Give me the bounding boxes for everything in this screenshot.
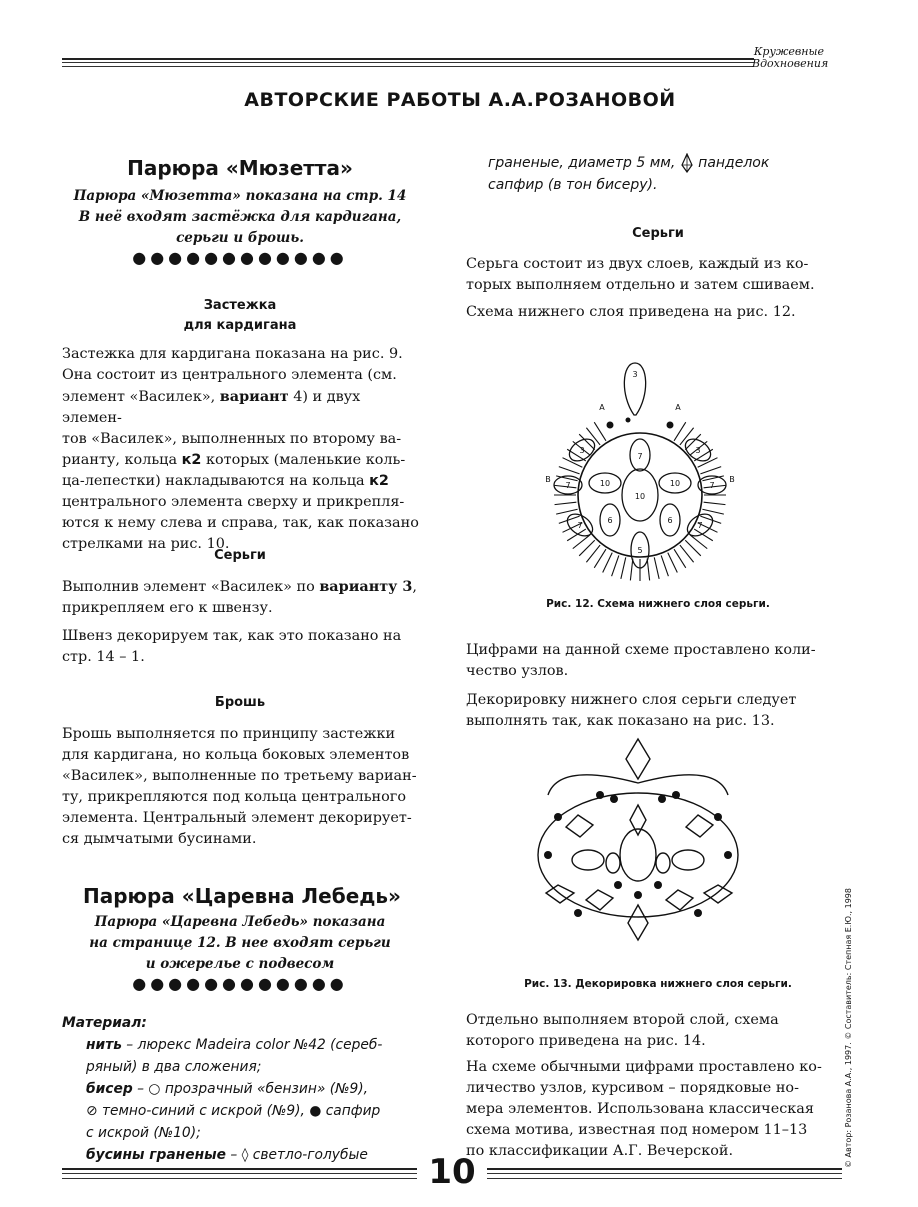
- beads-text-3: с искрой (№10);: [86, 1125, 201, 1141]
- text-line: [62, 386, 422, 429]
- earrings-text2-right: Схема нижнего слоя приведена на рис. 12.: [466, 304, 796, 320]
- text-line: Застежка для кардигана показана на рис. 9.: [62, 346, 403, 362]
- earrings-text2-left: [62, 626, 422, 668]
- intro-line: и ожерелье с подвесом: [145, 956, 335, 972]
- svg-text:B: B: [729, 475, 735, 484]
- scheme-bottom-bead: [628, 905, 648, 940]
- logo-line-1: Кружевные: [753, 45, 824, 58]
- material-thread: [62, 1034, 422, 1056]
- footer-rule-right-3: [487, 1178, 842, 1179]
- heading-line: для кардигана: [183, 318, 297, 333]
- scheme-ring: [572, 850, 604, 870]
- material-beads: [62, 1078, 422, 1100]
- dark-bead: [672, 791, 680, 799]
- brooch-heading: Брошь: [214, 695, 266, 710]
- picot-line: [594, 549, 606, 568]
- picot-line: [674, 549, 686, 568]
- svg-text:6: 6: [607, 516, 613, 525]
- text-span: рианту, кольца: [62, 452, 182, 468]
- text-line: Декорировку нижнего слоя серьги следует: [466, 692, 797, 708]
- scheme-join-dot: [607, 422, 614, 429]
- picot-line: [668, 553, 678, 573]
- clasp-heading: [70, 296, 410, 336]
- text-line: ются к нему слева и справа, так, как показано: [62, 515, 419, 531]
- picot-line: [573, 535, 590, 549]
- picot-line: [630, 559, 632, 581]
- after12-text: [466, 640, 826, 682]
- intro-line: серьги и брошь.: [176, 230, 304, 246]
- text-span: 4) и двух элемен-: [62, 389, 361, 426]
- brooch-text: [62, 724, 422, 850]
- picot-line: [700, 467, 721, 474]
- text-line: [488, 152, 828, 174]
- text-line: сапфир (в тон бисеру).: [488, 177, 658, 193]
- text-line: для кардигана, но кольца боковых элементов: [62, 747, 410, 763]
- text-line: [62, 450, 422, 471]
- musette-intro: [70, 186, 410, 249]
- picot-line: [567, 529, 586, 541]
- material-block: [62, 1012, 422, 1166]
- material-label-text: Материал:: [62, 1015, 147, 1031]
- text-bold: вариант: [219, 388, 289, 405]
- svg-text:10: 10: [599, 479, 611, 488]
- picot-line: [555, 502, 577, 504]
- picot-line: [690, 535, 707, 549]
- picot-line: [621, 557, 626, 578]
- scheme-diamond: [566, 815, 593, 837]
- text-line: На схеме обычными цифрами проставлено ко-: [466, 1059, 822, 1075]
- svg-text:7: 7: [637, 452, 643, 461]
- dark-bead: [554, 813, 562, 821]
- figure-13-caption: Рис. 13. Декорировка нижнего слоя серьги.: [524, 978, 792, 990]
- text-line: ся дымчатыми бусинами.: [62, 831, 257, 847]
- dark-bead: [654, 881, 662, 889]
- clasp-text: [62, 344, 422, 555]
- svg-text:A: A: [675, 403, 681, 412]
- picot-line: [594, 422, 606, 441]
- after12-text2: [466, 690, 826, 732]
- header-rule-bottom: [62, 66, 754, 67]
- footer-rule-right-2: [487, 1173, 842, 1174]
- svg-text:A: A: [599, 403, 605, 412]
- picot-line: [654, 557, 659, 578]
- dark-bead: [694, 909, 702, 917]
- picot-line: [674, 422, 686, 441]
- svg-text:10: 10: [669, 479, 681, 488]
- svg-text:3: 3: [695, 446, 701, 455]
- text-line: ту, прикрепляются под кольца центрального: [62, 789, 406, 805]
- text-line: тов «Василек», выполненных по второму ва-: [62, 431, 402, 447]
- intro-line: Парюра «Мюзетта» показана на стр. 14: [73, 188, 407, 204]
- scheme-diamond: [686, 815, 713, 837]
- beads-text-2: ⊘ темно-синий с искрой (№9), ● сапфир: [86, 1103, 381, 1119]
- svg-text:7: 7: [697, 521, 703, 530]
- earrings-text-left: [62, 576, 422, 619]
- text-span: которых (маленькие коль-: [201, 452, 406, 468]
- text-line: по классификации А.Г. Вечерской.: [466, 1143, 734, 1159]
- right-cont-text: [488, 152, 828, 196]
- text-line: Швенз декорируем так, как это показано на: [62, 628, 402, 644]
- text-line: стр. 14 – 1.: [62, 649, 145, 665]
- figure-13-decoration: [518, 735, 758, 950]
- earrings-text-right: [466, 254, 826, 296]
- picot-line: [556, 509, 577, 514]
- picot-line: [579, 540, 595, 556]
- scheme-join-dot: [667, 422, 674, 429]
- thread-text-2: ряный) в два сложения;: [86, 1059, 262, 1075]
- text-line: элемента. Центральный элемент декорирует-: [62, 810, 412, 826]
- intro-line: на странице 12. В нее входят серьги: [89, 935, 391, 951]
- svg-text:10: 10: [634, 492, 646, 501]
- svg-text:5: 5: [637, 546, 643, 555]
- dark-bead: [574, 909, 582, 917]
- faceted-label: бусины граненые: [86, 1147, 226, 1163]
- svg-text:3: 3: [579, 446, 585, 455]
- dot-separator-2: ●●●●●●●●●●●●: [132, 974, 348, 993]
- page-number: 10: [428, 1152, 476, 1192]
- picot-line: [603, 553, 613, 573]
- after13-text: [466, 1010, 826, 1052]
- text-line: которого приведена на рис. 14.: [466, 1033, 706, 1049]
- picot-line: [559, 467, 580, 474]
- earrings-heading-right: Серьги: [632, 226, 684, 241]
- dark-bead: [544, 851, 552, 859]
- text-line: чество узлов.: [466, 663, 569, 679]
- page-title: АВТОРСКИЕ РАБОТЫ А.А.РОЗАНОВОЙ: [244, 89, 676, 111]
- scheme-bead: [606, 853, 620, 873]
- thread-label: нить: [86, 1037, 122, 1053]
- footer-rule-left-3: [62, 1178, 417, 1179]
- dark-bead: [596, 791, 604, 799]
- earrings-heading-left: Серьги: [214, 548, 266, 563]
- intro-line: В неё входят застёжка для кардигана,: [78, 209, 402, 225]
- scheme-joins: [607, 418, 674, 429]
- svg-text:7: 7: [565, 481, 571, 490]
- text-line: прикрепляем его к швензу.: [62, 600, 273, 616]
- dark-bead: [658, 795, 666, 803]
- scheme-join-dot: [626, 418, 631, 423]
- dark-bead: [634, 891, 642, 899]
- dark-bead: [714, 813, 722, 821]
- picot-line: [680, 545, 694, 562]
- svg-text:7: 7: [577, 521, 583, 530]
- text-line: стрелками на рис. 10.: [62, 536, 230, 552]
- swan-intro: [70, 912, 410, 975]
- text-line: Отдельно выполняем второй слой, схема: [466, 1012, 779, 1028]
- picot-line: [694, 529, 713, 541]
- text-line: Серьга состоит из двух слоев, каждый из ко-: [466, 256, 809, 272]
- material-label: [62, 1012, 422, 1034]
- text-line: [62, 576, 422, 598]
- beads-label: бисер: [86, 1081, 133, 1097]
- picot-line: [685, 540, 701, 556]
- copyright-notice: © Автор: Розанова А.А., 1997. © Составитель: Степная Е.Ю., 1998: [844, 888, 853, 1168]
- beads-text: – ○ прозрачный «бензин» (№9),: [132, 1081, 369, 1097]
- text-line: Она состоит из центрального элемента (см.: [62, 367, 397, 383]
- text-bold: к2: [369, 473, 389, 489]
- text-span: Выполнив элемент «Василек» по: [62, 579, 320, 595]
- scheme-center: [620, 829, 656, 881]
- scheme-dark-beads: [544, 791, 732, 917]
- text-bold: к2: [181, 452, 202, 468]
- picot-line: [661, 555, 668, 576]
- svg-text:6: 6: [667, 516, 673, 525]
- scheme-diamond: [586, 890, 613, 910]
- thread-text: – люрекс Madeira color №42 (сереб-: [121, 1037, 383, 1053]
- text-line: [62, 471, 422, 492]
- dot-separator: ●●●●●●●●●●●●: [132, 248, 348, 267]
- dark-bead: [724, 851, 732, 859]
- figure-12-caption: Рис. 12. Схема нижнего слоя серьги.: [546, 598, 770, 610]
- header-rule-mid: [62, 62, 754, 63]
- scheme-ring: [672, 850, 704, 870]
- svg-text:3: 3: [632, 370, 638, 379]
- svg-text:7: 7: [709, 481, 715, 490]
- text-line: мера элементов. Использована классическая: [466, 1101, 814, 1117]
- text-span: элемент «Василек»,: [62, 389, 220, 405]
- text-span: панделок: [693, 155, 770, 171]
- footer-rule-right: [487, 1168, 842, 1170]
- logo-line-2: Вдохновения: [752, 57, 829, 70]
- figure-12-scheme: [510, 355, 770, 585]
- footer-rule-left: [62, 1168, 417, 1170]
- footer-rule-left-2: [62, 1173, 417, 1174]
- section-title-musette: Парюра «Мюзетта»: [127, 156, 353, 180]
- text-span: ,: [412, 579, 417, 595]
- text-line: личество узлов, курсивом – порядковые но-: [466, 1080, 799, 1096]
- section-title-swan: Парюра «Царевна Лебедь»: [83, 884, 401, 908]
- picot-line: [612, 555, 619, 576]
- pendeloque-icon: [680, 153, 694, 173]
- text-bold: варианту 3: [319, 578, 413, 595]
- after13-text2: [466, 1057, 826, 1162]
- picot-line: [586, 545, 600, 562]
- picot-line: [647, 559, 649, 581]
- text-line: выполнять так, как показано на рис. 13.: [466, 713, 775, 729]
- text-line: Брошь выполняется по принципу застежки: [62, 726, 396, 742]
- text-line: «Василек», выполненные по третьему вариан-: [62, 768, 417, 784]
- scheme-diamond: [666, 890, 693, 910]
- scheme-bead: [656, 853, 670, 873]
- header-rule-top: [62, 58, 754, 60]
- text-line: Цифрами на данной схеме проставлено коли-: [466, 642, 816, 658]
- dark-bead: [610, 795, 618, 803]
- faceted-text: – ◊ светло-голубые: [225, 1147, 368, 1163]
- picot-line: [702, 509, 723, 514]
- text-line: торых выполняем отдельно и затем сшиваем.: [466, 277, 815, 293]
- intro-line: Парюра «Царевна Лебедь» показана: [94, 914, 386, 930]
- dark-bead: [614, 881, 622, 889]
- picot-line: [704, 502, 726, 504]
- heading-line: Застежка: [203, 298, 277, 313]
- scheme-top-bead: [626, 739, 650, 779]
- text-line: центрального элемента сверху и прикрепля-: [62, 494, 405, 510]
- text-line: схема мотива, известная под номером 11–13: [466, 1122, 808, 1138]
- text-span: граненые, диаметр 5 мм,: [488, 155, 680, 171]
- magazine-logo: [752, 45, 829, 70]
- picot-line: [700, 516, 721, 523]
- text-span: ца-лепестки) накладываются на кольца: [62, 473, 370, 489]
- svg-text:B: B: [545, 475, 551, 484]
- material-faceted: [62, 1144, 422, 1166]
- scheme-diamond: [704, 885, 732, 903]
